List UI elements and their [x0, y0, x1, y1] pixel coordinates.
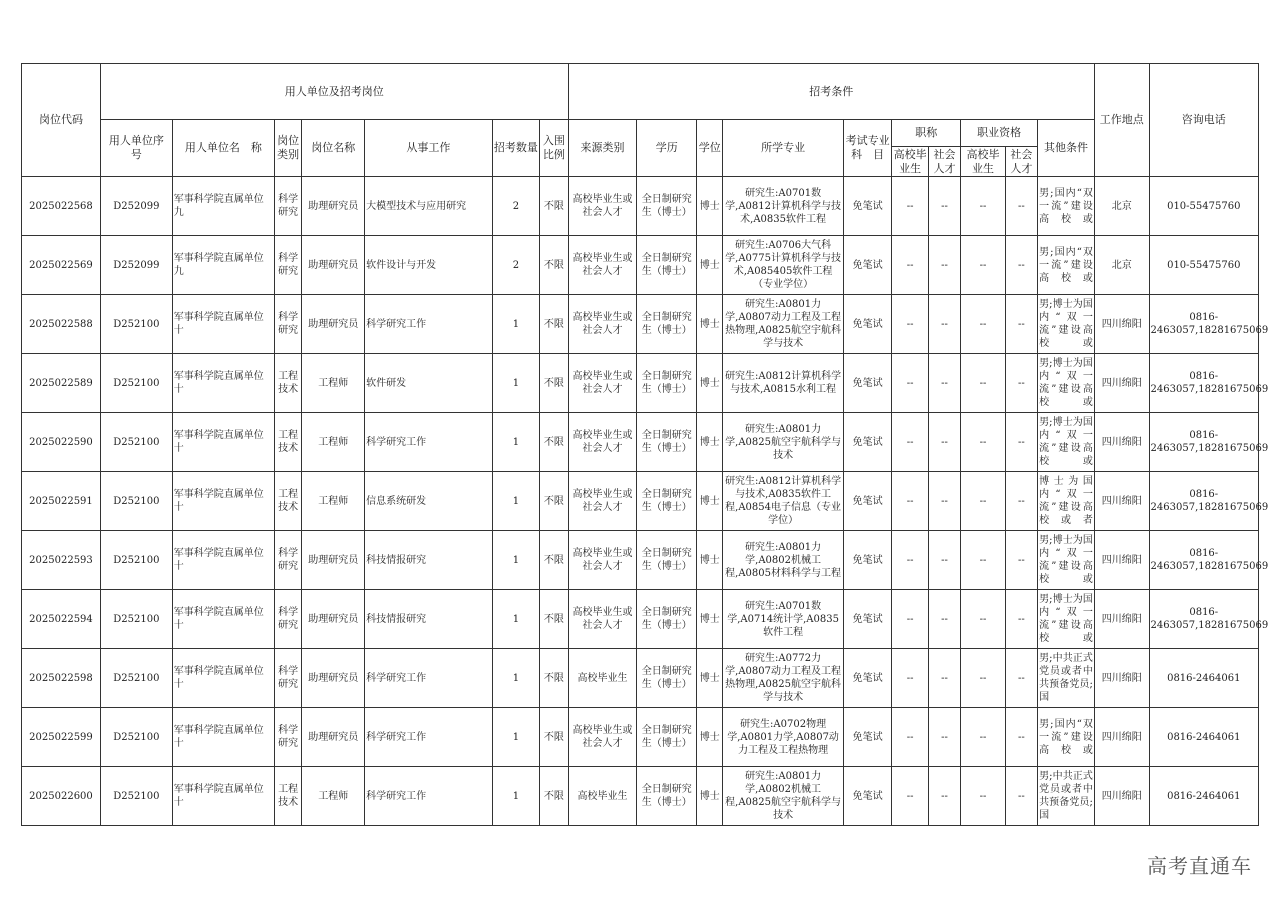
cell-other: [1038, 354, 1095, 413]
cell-other: [1038, 708, 1095, 767]
cell-post-name: 助理研究员: [302, 177, 365, 236]
cell-post-code: 2025022593: [22, 531, 101, 590]
cell-post-name: 工程师: [302, 767, 365, 826]
header-post-type: 岗位类别: [275, 120, 302, 177]
cell-edu: 全日制研究生（博士）: [637, 177, 697, 236]
cell-ratio: 不限: [540, 649, 568, 708]
cell-major: 研究生:A0801力学,A0825航空宇航科学与技术: [723, 413, 843, 472]
table-row: [22, 177, 1259, 236]
cell-count: 1: [492, 295, 540, 354]
cell-work: 科技情报研究: [365, 531, 493, 590]
cell-qual-grad: --: [961, 531, 1006, 590]
cell-post-code: 2025022588: [22, 295, 101, 354]
cell-count: 2: [492, 236, 540, 295]
cell-unit-seq: D252100: [100, 472, 172, 531]
cell-count: 1: [492, 472, 540, 531]
header-title-social: 社会人才: [928, 147, 960, 177]
cell-edu: 全日制研究生（博士）: [637, 590, 697, 649]
cell-title-grad: --: [892, 354, 928, 413]
cell-ratio: 不限: [540, 708, 568, 767]
cell-other: [1038, 531, 1095, 590]
cell-exam: 免笔试: [843, 413, 892, 472]
cell-degree: 博士: [697, 649, 723, 708]
cell-post-name: 助理研究员: [302, 590, 365, 649]
cell-title-grad: --: [892, 472, 928, 531]
cell-phone: 0816-2464061: [1149, 649, 1258, 708]
cell-work-place: 北京: [1094, 236, 1149, 295]
cell-unit-seq: D252100: [100, 354, 172, 413]
cell-title-social: --: [928, 590, 960, 649]
cell-source: 高校毕业生或社会人才: [568, 295, 637, 354]
cell-post-type: 工程技术: [275, 413, 302, 472]
cell-degree: 博士: [697, 531, 723, 590]
cell-edu: 全日制研究生（博士）: [637, 354, 697, 413]
cell-unit-seq: D252099: [100, 177, 172, 236]
table-row: [22, 295, 1259, 354]
cell-source: 高校毕业生: [568, 649, 637, 708]
cell-qual-grad: --: [961, 413, 1006, 472]
cell-source: 高校毕业生或社会人才: [568, 708, 637, 767]
table-row: [22, 767, 1259, 826]
cell-title-social: --: [928, 531, 960, 590]
cell-other: [1038, 413, 1095, 472]
cell-work-place: 四川绵阳: [1094, 708, 1149, 767]
cell-degree: 博士: [697, 354, 723, 413]
cell-ratio: 不限: [540, 236, 568, 295]
cell-title-grad: --: [892, 531, 928, 590]
cell-qual-social: --: [1005, 767, 1037, 826]
cell-ratio: 不限: [540, 177, 568, 236]
cell-work: 科学研究工作: [365, 295, 493, 354]
other-text: 男;博士为国内“双一流”建设高校或: [1039, 535, 1093, 585]
cell-post-name: 助理研究员: [302, 236, 365, 295]
cell-phone: 0816-2463057,18281675069: [1149, 590, 1258, 649]
other-text: 男;中共正式党员或者中共预备党员;国: [1039, 771, 1093, 821]
header-unit-seq: 用人单位序 号: [100, 120, 172, 177]
cell-post-type: 科学研究: [275, 649, 302, 708]
cell-other: [1038, 649, 1095, 708]
cell-unit-seq: D252100: [100, 413, 172, 472]
cell-phone: 0816-2464061: [1149, 708, 1258, 767]
cell-major: 研究生:A0801力学,A0802机械工程,A0805材料科学与工程: [723, 531, 843, 590]
cell-degree: 博士: [697, 177, 723, 236]
cell-post-code: 2025022589: [22, 354, 101, 413]
cell-edu: 全日制研究生（博士）: [637, 708, 697, 767]
cell-qual-social: --: [1005, 236, 1037, 295]
cell-qual-social: --: [1005, 590, 1037, 649]
cell-qual-social: --: [1005, 177, 1037, 236]
cell-unit-seq: D252100: [100, 767, 172, 826]
cell-qual-social: --: [1005, 413, 1037, 472]
cell-title-social: --: [928, 295, 960, 354]
cell-title-grad: --: [892, 590, 928, 649]
cell-source: 高校毕业生或社会人才: [568, 472, 637, 531]
cell-qual-grad: --: [961, 590, 1006, 649]
other-text: 男;博士为国内“双一流”建设高校或: [1039, 358, 1093, 408]
other-text: 男;中共正式党员或者中共预备党员;国: [1039, 653, 1093, 703]
cell-title-social: --: [928, 708, 960, 767]
header-title: 职称: [892, 120, 961, 147]
cell-edu: 全日制研究生（博士）: [637, 295, 697, 354]
cell-post-type: 工程技术: [275, 472, 302, 531]
header-qual-social: 社会人才: [1005, 147, 1037, 177]
cell-ratio: 不限: [540, 767, 568, 826]
cell-post-name: 助理研究员: [302, 649, 365, 708]
cell-edu: 全日制研究生（博士）: [637, 649, 697, 708]
cell-edu: 全日制研究生（博士）: [637, 236, 697, 295]
cell-exam: 免笔试: [843, 531, 892, 590]
cell-source: 高校毕业生或社会人才: [568, 177, 637, 236]
cell-unit-seq: D252100: [100, 590, 172, 649]
cell-degree: 博士: [697, 413, 723, 472]
cell-unit-seq: D252100: [100, 295, 172, 354]
header-qual-grad: 高校毕业生: [961, 147, 1006, 177]
header-post-code: 岗位代码: [22, 64, 101, 177]
other-text: 博士为国内“双一流”建设高校或者: [1039, 476, 1093, 526]
cell-title-social: --: [928, 767, 960, 826]
cell-phone: 010-55475760: [1149, 177, 1258, 236]
cell-title-social: --: [928, 177, 960, 236]
cell-exam: 免笔试: [843, 767, 892, 826]
cell-work: 科学研究工作: [365, 708, 493, 767]
table-row: [22, 236, 1259, 295]
cell-ratio: 不限: [540, 413, 568, 472]
cell-major: 研究生:A0812计算机科学与技术,A0835软件工程,A0854电子信息（专业学位）: [723, 472, 843, 531]
cell-count: 1: [492, 590, 540, 649]
other-text: 男;博士为国内“双一流”建设高校或: [1039, 299, 1093, 349]
cell-unit-name: 军事科学院直属单位十: [172, 531, 274, 590]
cell-unit-seq: D252100: [100, 531, 172, 590]
cell-exam: 免笔试: [843, 708, 892, 767]
other-text: 男;国内“双一流”建设高校或: [1039, 246, 1093, 284]
cell-title-social: --: [928, 236, 960, 295]
cell-phone: 0816-2463057,18281675069: [1149, 354, 1258, 413]
cell-qual-social: --: [1005, 649, 1037, 708]
other-text: 男;博士为国内“双一流”建设高校或: [1039, 594, 1093, 644]
cell-unit-seq: D252099: [100, 236, 172, 295]
cell-qual-grad: --: [961, 354, 1006, 413]
cell-count: 1: [492, 413, 540, 472]
cell-post-type: 科学研究: [275, 236, 302, 295]
header-post-name: 岗位名称: [302, 120, 365, 177]
cell-edu: 全日制研究生（博士）: [637, 472, 697, 531]
cell-work: 大模型技术与应用研究: [365, 177, 493, 236]
table-row: [22, 590, 1259, 649]
cell-title-social: --: [928, 649, 960, 708]
cell-unit-seq: D252100: [100, 708, 172, 767]
cell-unit-name: 军事科学院直属单位十: [172, 649, 274, 708]
cell-unit-name: 军事科学院直属单位十: [172, 767, 274, 826]
cell-post-code: 2025022590: [22, 413, 101, 472]
header-degree: 学位: [697, 120, 723, 177]
cell-post-type: 科学研究: [275, 708, 302, 767]
cell-edu: 全日制研究生（博士）: [637, 413, 697, 472]
recruitment-table: [21, 63, 1269, 826]
cell-source: 高校毕业生或社会人才: [568, 354, 637, 413]
cell-post-code: 2025022591: [22, 472, 101, 531]
header-group-unit: 用人单位及招考岗位: [100, 64, 568, 120]
cell-qual-grad: --: [961, 472, 1006, 531]
cell-work: 软件设计与开发: [365, 236, 493, 295]
cell-degree: 博士: [697, 767, 723, 826]
cell-title-social: --: [928, 354, 960, 413]
header-edu: 学历: [637, 120, 697, 177]
cell-work: 软件研发: [365, 354, 493, 413]
cell-work-place: 四川绵阳: [1094, 590, 1149, 649]
other-text: 男;博士为国内“双一流”建设高校或: [1039, 417, 1093, 467]
cell-degree: 博士: [697, 708, 723, 767]
cell-unit-name: 军事科学院直属单位九: [172, 236, 274, 295]
cell-post-name: 工程师: [302, 354, 365, 413]
header-work-place: 工作地点: [1094, 64, 1149, 177]
cell-source: 高校毕业生或社会人才: [568, 531, 637, 590]
cell-qual-social: --: [1005, 472, 1037, 531]
cell-work: 科技情报研究: [365, 590, 493, 649]
cell-ratio: 不限: [540, 295, 568, 354]
cell-post-code: 2025022568: [22, 177, 101, 236]
cell-qual-social: --: [1005, 531, 1037, 590]
other-text: 男;国内“双一流”建设高校或: [1039, 718, 1093, 756]
cell-count: 2: [492, 177, 540, 236]
cell-unit-name: 军事科学院直属单位十: [172, 590, 274, 649]
cell-count: 1: [492, 531, 540, 590]
cell-work-place: 四川绵阳: [1094, 295, 1149, 354]
cell-qual-grad: --: [961, 767, 1006, 826]
cell-work-place: 四川绵阳: [1094, 767, 1149, 826]
cell-exam: 免笔试: [843, 590, 892, 649]
cell-ratio: 不限: [540, 472, 568, 531]
cell-qual-grad: --: [961, 708, 1006, 767]
cell-post-name: 助理研究员: [302, 531, 365, 590]
cell-qual-grad: --: [961, 236, 1006, 295]
cell-major: 研究生:A0801力学,A0802机械工程,A0825航空宇航科学与技术: [723, 767, 843, 826]
header-title-grad: 高校毕业生: [893, 147, 927, 175]
cell-exam: 免笔试: [843, 236, 892, 295]
cell-qual-social: --: [1005, 295, 1037, 354]
header-ratio: 入围比例: [540, 120, 568, 177]
cell-ratio: 不限: [540, 590, 568, 649]
cell-major: 研究生:A0801力学,A0807动力工程及工程热物理,A0825航空宇航科学与技术: [723, 295, 843, 354]
cell-ratio: 不限: [540, 354, 568, 413]
cell-work-place: 四川绵阳: [1094, 472, 1149, 531]
cell-other: [1038, 590, 1095, 649]
cell-post-type: 工程技术: [275, 767, 302, 826]
cell-work-place: 北京: [1094, 177, 1149, 236]
cell-unit-name: 军事科学院直属单位十: [172, 472, 274, 531]
cell-post-code: 2025022569: [22, 236, 101, 295]
header-qualification: 职业资格: [961, 120, 1038, 147]
cell-degree: 博士: [697, 295, 723, 354]
cell-post-code: 2025022598: [22, 649, 101, 708]
cell-source: 高校毕业生或社会人才: [568, 236, 637, 295]
cell-other: [1038, 295, 1095, 354]
cell-major: 研究生:A0812计算机科学与技术,A0815水利工程: [723, 354, 843, 413]
cell-exam: 免笔试: [843, 295, 892, 354]
table-row: [22, 472, 1259, 531]
cell-unit-name: 军事科学院直属单位十: [172, 354, 274, 413]
header-phone: 咨询电话: [1149, 64, 1258, 177]
cell-source: 高校毕业生或社会人才: [568, 590, 637, 649]
cell-ratio: 不限: [540, 531, 568, 590]
cell-unit-name: 军事科学院直属单位十: [172, 295, 274, 354]
cell-work-place: 四川绵阳: [1094, 531, 1149, 590]
header-source: 来源类别: [568, 120, 637, 177]
cell-post-code: 2025022599: [22, 708, 101, 767]
cell-post-name: 助理研究员: [302, 708, 365, 767]
cell-phone: 010-55475760: [1149, 236, 1258, 295]
cell-exam: 免笔试: [843, 472, 892, 531]
cell-unit-name: 军事科学院直属单位十: [172, 413, 274, 472]
cell-unit-seq: D252100: [100, 649, 172, 708]
cell-title-grad: --: [892, 295, 928, 354]
cell-source: 高校毕业生或社会人才: [568, 413, 637, 472]
cell-unit-name: 军事科学院直属单位十: [172, 708, 274, 767]
cell-qual-grad: --: [961, 295, 1006, 354]
cell-major: 研究生:A0701数学,A0812计算机科学与技术,A0835软件工程: [723, 177, 843, 236]
cell-edu: 全日制研究生（博士）: [637, 767, 697, 826]
cell-edu: 全日制研究生（博士）: [637, 531, 697, 590]
cell-exam: 免笔试: [843, 354, 892, 413]
cell-title-social: --: [928, 413, 960, 472]
table-row: [22, 649, 1259, 708]
cell-post-type: 科学研究: [275, 531, 302, 590]
cell-work: 科学研究工作: [365, 767, 493, 826]
table-row: [22, 354, 1259, 413]
cell-post-type: 科学研究: [275, 177, 302, 236]
cell-post-type: 科学研究: [275, 295, 302, 354]
cell-other: [1038, 236, 1095, 295]
cell-work-place: 四川绵阳: [1094, 354, 1149, 413]
header-work: 从事工作: [365, 120, 493, 177]
cell-title-grad: --: [892, 413, 928, 472]
cell-source: 高校毕业生: [568, 767, 637, 826]
header-major: 所学专业: [723, 120, 843, 177]
cell-qual-grad: --: [961, 649, 1006, 708]
cell-major: 研究生:A0772力学,A0807动力工程及工程热物理,A0825航空宇航科学与技术: [723, 649, 843, 708]
cell-exam: 免笔试: [843, 177, 892, 236]
cell-work: 科学研究工作: [365, 413, 493, 472]
cell-post-code: 2025022600: [22, 767, 101, 826]
cell-title-grad: --: [892, 177, 928, 236]
header-other: 其他条件: [1038, 120, 1095, 177]
other-text: 男;国内“双一流”建设高校或: [1039, 187, 1093, 225]
cell-post-name: 工程师: [302, 472, 365, 531]
cell-title-grad: --: [892, 649, 928, 708]
cell-count: 1: [492, 354, 540, 413]
cell-count: 1: [492, 767, 540, 826]
table-row: [22, 531, 1259, 590]
cell-post-name: 工程师: [302, 413, 365, 472]
cell-other: [1038, 177, 1095, 236]
cell-count: 1: [492, 649, 540, 708]
cell-post-type: 科学研究: [275, 590, 302, 649]
cell-other: [1038, 472, 1095, 531]
cell-work: 信息系统研发: [365, 472, 493, 531]
cell-work: 科学研究工作: [365, 649, 493, 708]
cell-qual-social: --: [1005, 708, 1037, 767]
cell-title-social: --: [928, 472, 960, 531]
cell-degree: 博士: [697, 236, 723, 295]
cell-post-code: 2025022594: [22, 590, 101, 649]
cell-qual-social: --: [1005, 354, 1037, 413]
watermark: 高考直通车: [1147, 854, 1252, 878]
header-exam: 考试专业科 目: [843, 120, 892, 177]
cell-title-grad: --: [892, 236, 928, 295]
cell-count: 1: [492, 708, 540, 767]
cell-phone: 0816-2463057,18281675069: [1149, 472, 1258, 531]
cell-title-grad: --: [892, 708, 928, 767]
cell-major: 研究生:A0701数学,A0714统计学,A0835软件工程: [723, 590, 843, 649]
cell-other: [1038, 767, 1095, 826]
cell-phone: 0816-2463057,18281675069: [1149, 531, 1258, 590]
cell-title-grad: --: [892, 767, 928, 826]
cell-degree: 博士: [697, 472, 723, 531]
cell-phone: 0816-2463057,18281675069: [1149, 295, 1258, 354]
header-count: 招考数量: [492, 120, 540, 177]
cell-unit-name: 军事科学院直属单位九: [172, 177, 274, 236]
table-row: [22, 413, 1259, 472]
cell-phone: 0816-2464061: [1149, 767, 1258, 826]
cell-major: 研究生:A0706大气科学,A0775计算机科学与技术,A085405软件工程（专业学位）: [723, 236, 843, 295]
header-unit-name: 用人单位名 称: [172, 120, 274, 177]
cell-post-type: 工程技术: [275, 354, 302, 413]
cell-major: 研究生:A0702物理学,A0801力学,A0807动力工程及工程热物理: [723, 708, 843, 767]
cell-qual-grad: --: [961, 177, 1006, 236]
cell-degree: 博士: [697, 590, 723, 649]
cell-phone: 0816-2463057,18281675069: [1149, 413, 1258, 472]
cell-work-place: 四川绵阳: [1094, 649, 1149, 708]
cell-post-name: 助理研究员: [302, 295, 365, 354]
table-row: [22, 708, 1259, 767]
cell-exam: 免笔试: [843, 649, 892, 708]
cell-work-place: 四川绵阳: [1094, 413, 1149, 472]
header-group-conditions: 招考条件: [568, 64, 1094, 120]
